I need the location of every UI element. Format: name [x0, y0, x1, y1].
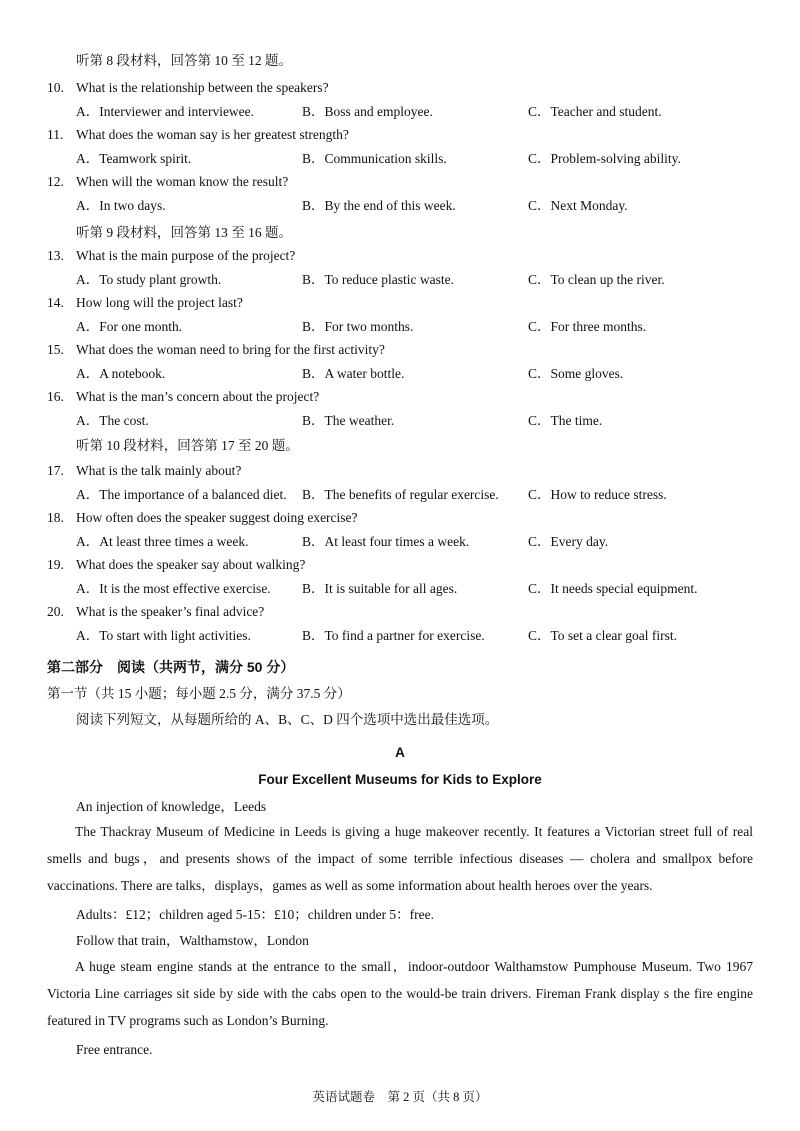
option-c: C．For three months. — [528, 319, 647, 334]
paragraph-leeds — [47, 818, 753, 899]
question-number: 15. — [47, 342, 64, 357]
option-a: A．To start with light activities. — [76, 628, 251, 643]
question-text: How often does the speaker suggest doing exercise? — [76, 510, 358, 525]
option-c: C．Next Monday. — [528, 198, 628, 213]
option-b: B．By the end of this week. — [302, 198, 456, 213]
question-number: 18. — [47, 510, 64, 525]
option-a: A．A notebook. — [76, 366, 166, 381]
page-footer: 英语试题卷 第 2 页（共 8 页） — [312, 1090, 488, 1104]
question-number: 12. — [47, 174, 64, 189]
question-number: 13. — [47, 248, 64, 263]
museum-subtitle-leeds: An injection of knowledge，Leeds — [76, 799, 267, 814]
option-a: A．To study plant growth. — [76, 272, 222, 287]
question-number: 10. — [47, 80, 64, 95]
passage-letter: A — [395, 745, 405, 760]
option-b: B．Boss and employee. — [302, 104, 433, 119]
option-c: C．Teacher and student. — [528, 104, 662, 119]
option-b: B．It is suitable for all ages. — [302, 581, 458, 596]
option-c: C．Every day. — [528, 534, 609, 549]
question-number: 11. — [47, 127, 64, 142]
option-a: A．At least three times a week. — [76, 534, 249, 549]
option-a: A．The importance of a balanced diet. — [76, 487, 287, 502]
part-two-title: 第二部分 阅读（共两节，满分 50 分） — [47, 659, 295, 675]
listening-intro-8: 听第 8 段材料，回答第 10 至 12 题。 — [76, 53, 292, 68]
option-b: B．To reduce plastic waste. — [302, 272, 455, 287]
option-c: C．To set a clear goal first. — [528, 628, 678, 643]
question-text: What does the woman say is her greatest strength? — [76, 127, 349, 142]
question-number: 19. — [47, 557, 64, 572]
option-b: B．Communication skills. — [302, 151, 447, 166]
option-a: A．It is the most effective exercise. — [76, 581, 271, 596]
section-one-title: 第一节（共 15 小题；每小题 2.5 分，满分 37.5 分） — [47, 686, 351, 701]
option-b: B．At least four times a week. — [302, 534, 470, 549]
option-b: B．For two months. — [302, 319, 414, 334]
question-number: 14. — [47, 295, 64, 310]
question-text: When will the woman know the result? — [76, 174, 289, 189]
question-text: What is the speaker’s final advice? — [76, 604, 265, 619]
question-text: What is the relationship between the speakers? — [76, 80, 329, 95]
price-leeds: Adults：£12；children aged 5-15：£10；children under 5：free. — [76, 907, 435, 922]
paragraph-leeds-text: The Thackray Museum of Medicine in Leeds is giving a huge makeover recently. It features a Victorian street full of real smells and bugs，and presents shows of the impact of some terrible infectious diseases — cholera and smallpox before vaccinations. There are talks，displays，games as well as some information about health heroes over the years. — [47, 824, 753, 893]
question-number: 20. — [47, 604, 64, 619]
option-b: B．A water bottle. — [302, 366, 405, 381]
question-text: What is the main purpose of the project? — [76, 248, 296, 263]
question-text: How long will the project last? — [76, 295, 243, 310]
option-c: C．Problem-solving ability. — [528, 151, 681, 166]
option-c: C．To clean up the river. — [528, 272, 665, 287]
option-a: A．Interviewer and interviewee. — [76, 104, 255, 119]
passage-title: Four Excellent Museums for Kids to Explore — [258, 772, 542, 787]
paragraph-walthamstow-text: A huge steam engine stands at the entrance to the small，indoor-outdoor Walthamstow Pumphouse Museum. Two 1967 Victoria Line carriages sit side by side with the cabs open to the would-be train drivers. Fireman Frank display s the fire engine featured in TV programs such as London’s Burning. — [47, 959, 753, 1028]
question-text: What is the man’s concern about the project? — [76, 389, 320, 404]
question-text: What is the talk mainly about? — [76, 463, 242, 478]
question-number: 17. — [47, 463, 64, 478]
listening-intro10: 听第 10 段材料，回答第 17 至 20 题。 — [76, 438, 299, 453]
reading-instructions: 阅读下列短文，从每题所给的 A、B、C、D 四个选项中选出最佳选项。 — [76, 712, 499, 727]
museum-subtitle-walthamstow: Follow that train，Walthamstow，London — [76, 933, 309, 948]
option-c: C．The time. — [528, 413, 603, 428]
paragraph-walthamstow — [47, 953, 753, 1034]
option-c: C．How to reduce stress. — [528, 487, 667, 502]
option-a: A．Teamwork spirit. — [76, 151, 192, 166]
question-number: 16. — [47, 389, 64, 404]
option-c: C．Some gloves. — [528, 366, 624, 381]
price-walthamstow: Free entrance. — [76, 1042, 153, 1057]
option-a: A．The cost. — [76, 413, 149, 428]
option-b: B．To find a partner for exercise. — [302, 628, 485, 643]
option-b: B．The weather. — [302, 413, 395, 428]
option-b: B．The benefits of regular exercise. — [302, 487, 499, 502]
option-a: A．For one month. — [76, 319, 183, 334]
option-a: A．In two days. — [76, 198, 166, 213]
question-text: What does the speaker say about walking? — [76, 557, 306, 572]
option-c: C．It needs special equipment. — [528, 581, 698, 596]
question-text: What does the woman need to bring for the first activity? — [76, 342, 385, 357]
listening-intro9: 听第 9 段材料，回答第 13 至 16 题。 — [76, 225, 292, 240]
